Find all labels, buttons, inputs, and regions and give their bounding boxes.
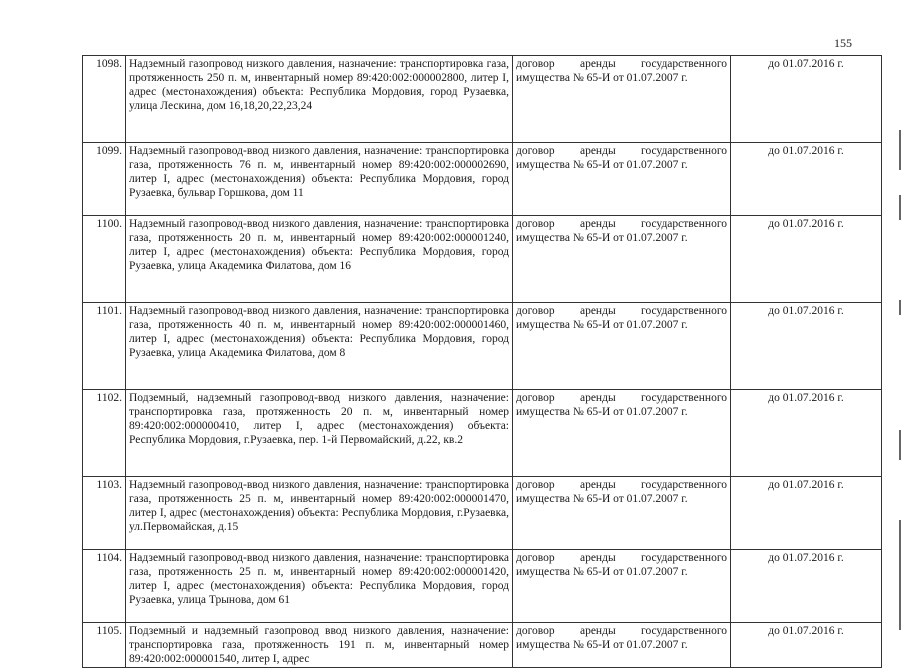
object-description: Подземный и надземный газопровод ввод низкого давления, назначение: транспортировка газа, протяженность 191 п. м, инвентарный номер 89:420:002:000001540, литер I, адрес: [126, 623, 513, 668]
property-registry-table: [82, 55, 882, 668]
lease-term: до 01.07.2016 г.: [731, 216, 882, 303]
table-row: [83, 216, 882, 303]
table-row: [83, 303, 882, 390]
row-number: 1099.: [83, 143, 126, 216]
table-row: [83, 550, 882, 623]
contract-basis: договор аренды государственного имущества № 65-И от 01.07.2007 г.: [513, 143, 731, 216]
row-number: 1105.: [83, 623, 126, 668]
contract-basis: договор аренды государственного имущества № 65-И от 01.07.2007 г.: [513, 477, 731, 550]
object-description: Надземный газопровод-ввод низкого давления, назначение: транспортировка газа, протяженность 25 п. м, инвентарный номер 89:420:002:000001470, литер I, адрес (местонахождения) объекта: Республика Мордовия, г.Рузаевка, ул.Первомайская, д.15: [126, 477, 513, 550]
lease-term: до 01.07.2016 г.: [731, 390, 882, 477]
lease-term: до 01.07.2016 г.: [731, 477, 882, 550]
row-number: 1103.: [83, 477, 126, 550]
object-description: Надземный газопровод низкого давления, назначение: транспортировка газа, протяженность 250 п. м, инвентарный номер 89:420:002:000002800, литер I, адрес (местонахождения) объекта: Республика Мордовия, город Рузаевка, улица Лескина, дом 16,18,20,22,23,24: [126, 56, 513, 143]
contract-basis: договор аренды государственного имущества № 65-И от 01.07.2007 г.: [513, 56, 731, 143]
lease-term: до 01.07.2016 г.: [731, 56, 882, 143]
object-description: Надземный газопровод-ввод низкого давления, назначение: транспортировка газа, протяженность 76 п. м, инвентарный номер 89:420:002:000002690, литер I, адрес (местонахождения) объекта: Республика Мордовия, город Рузаевка, бульвар Горшкова, дом 11: [126, 143, 513, 216]
lease-term: до 01.07.2016 г.: [731, 143, 882, 216]
table-row: [83, 56, 882, 143]
table-row: [83, 477, 882, 550]
contract-basis: договор аренды государственного имущества № 65-И от 01.07.2007 г.: [513, 623, 731, 668]
lease-term: до 01.07.2016 г.: [731, 623, 882, 668]
row-number: 1104.: [83, 550, 126, 623]
object-description: Надземный газопровод-ввод низкого давления, назначение: транспортировка газа, протяженность 40 п. м, инвентарный номер 89:420:002:000001460, литер I, адрес (местонахождения) объекта: Республика Мордовия, город Рузаевка, улица Академика Филатова, дом 8: [126, 303, 513, 390]
lease-term: до 01.07.2016 г.: [731, 303, 882, 390]
table-row: [83, 143, 882, 216]
object-description: Подземный, надземный газопровод-ввод низкого давления, назначение: транспортировка газа, протяженность 20 п. м, инвентарный номер 89:420:002:000000410, литер I, адрес (местонахождения) объекта: Республика Мордовия, г.Рузаевка, пер. 1-й Первомайский, д.22, кв.2: [126, 390, 513, 477]
contract-basis: договор аренды государственного имущества № 65-И от 01.07.2007 г.: [513, 550, 731, 623]
contract-basis: договор аренды государственного имущества № 65-И от 01.07.2007 г.: [513, 390, 731, 477]
lease-term: до 01.07.2016 г.: [731, 550, 882, 623]
contract-basis: договор аренды государственного имущества № 65-И от 01.07.2007 г.: [513, 216, 731, 303]
object-description: Надземный газопровод-ввод низкого давления, назначение: транспортировка газа, протяженность 25 п. м, инвентарный номер 89:420:002:000001420, литер I, адрес (местонахождения) объекта: Республика Мордовия, город Рузаевка, улица Трынова, дом 61: [126, 550, 513, 623]
row-number: 1098.: [83, 56, 126, 143]
page-number: 155: [834, 36, 852, 50]
row-number: 1100.: [83, 216, 126, 303]
contract-basis: договор аренды государственного имущества № 65-И от 01.07.2007 г.: [513, 303, 731, 390]
row-number: 1101.: [83, 303, 126, 390]
object-description: Надземный газопровод-ввод низкого давления, назначение: транспортировка газа, протяженность 20 п. м, инвентарный номер 89:420:002:000001240, литер I, адрес (местонахождения) объекта: Республика Мордовия, город Рузаевка, улица Академика Филатова, дом 16: [126, 216, 513, 303]
scan-edge-artifact: [899, 0, 902, 640]
table-row: [83, 623, 882, 668]
row-number: 1102.: [83, 390, 126, 477]
table-row: [83, 390, 882, 477]
